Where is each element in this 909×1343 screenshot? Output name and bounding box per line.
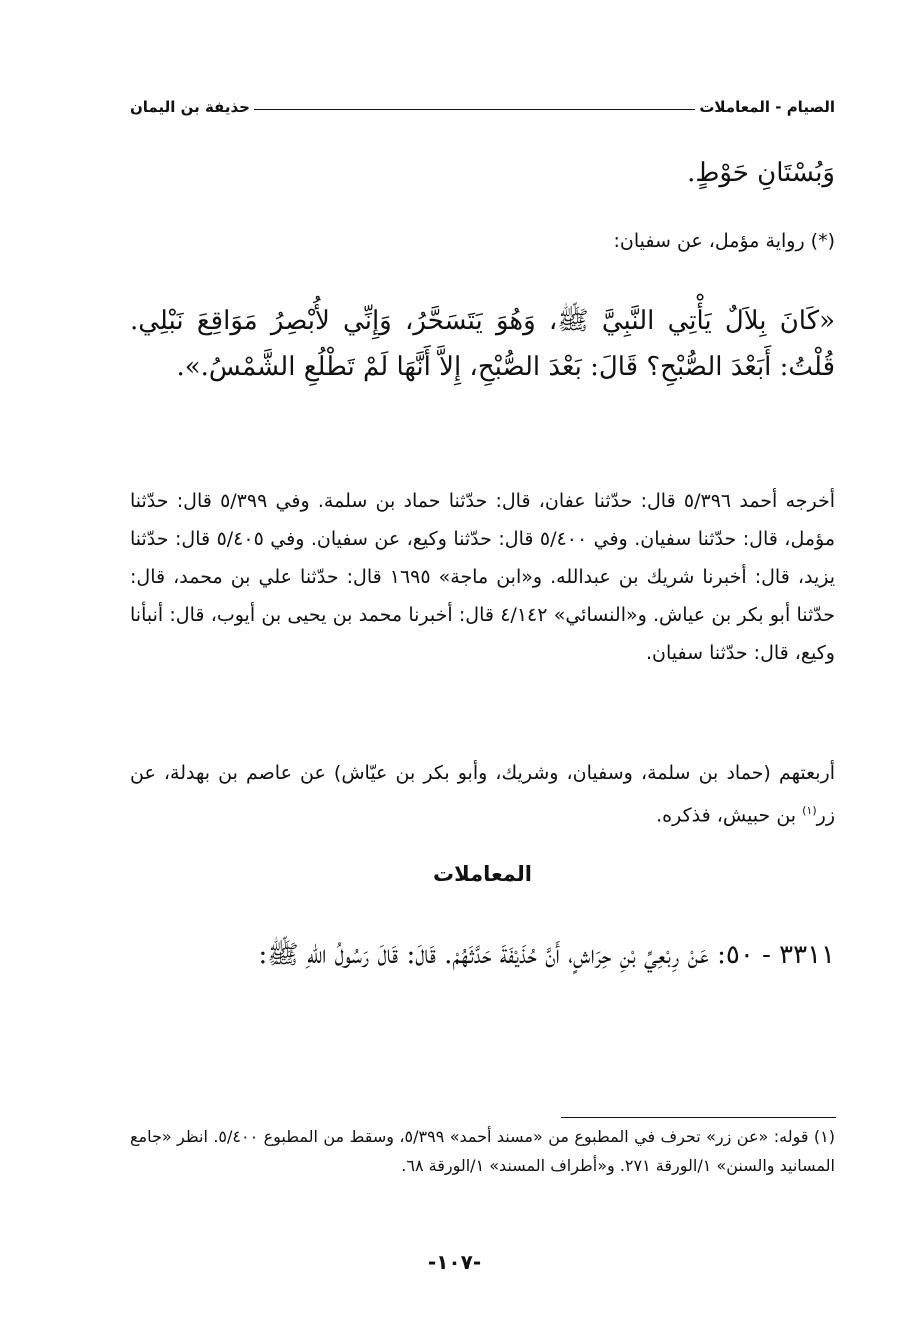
page-number: -١٠٧- (427, 1250, 482, 1274)
hadith-text: «كَانَ بِلاَلٌ يَأْتِي النَّبِيَّ ﷺ، وَهُوَ يَتَسَحَّرُ، وَإِنِّي لأُبْصِرُ مَوَاقِعَ نَبْلِي. قُلْتُ: أَبَعْدَ الصُّبْحِ؟ قَالَ: بَعْدَ الصُّبْحِ، إِلاَّ أَنَّهَا لَمْ تَطْلُعِ الشَّمْسُ.». (130, 306, 835, 382)
hadith-opening: ٣٣١١ - ٥٠: عَنْ رِبْعِيِّ بْنِ حِرَاشٍ، أَنَّ حُذَيْفَةَ حَدَّثَهُمْ. قَالَ: قَالَ رَسُولُ اللهِ ﷺ: (258, 940, 835, 970)
header-chapter-title: الصيام - المعاملات (699, 98, 835, 116)
footnote-reference: (١) (802, 804, 817, 817)
footnote-rule (561, 1117, 836, 1118)
footnote: (١) قوله: «عن زر» تحرف في المطبوع من «مسند أحمد» ٥/٣٩٩، وسقط من المطبوع ٥/٤٠٠. انظر «جامع المسانيد والسنن» ١/الورقة ٢٧١. و«أطراف المسند» ١/الورقة ٦٨. (130, 1127, 835, 1175)
chain-summary-paragraph (130, 754, 835, 834)
continuation-line: وَبُسْتَانِ حَوْطٍ. (687, 158, 835, 188)
section-heading: المعاملات (433, 862, 532, 886)
header-rule (254, 109, 695, 110)
narration-label: (*) رواية مؤمل، عن سفيان: (613, 230, 835, 252)
running-header (130, 90, 835, 116)
chain-summary-text-start: أربعتهم (حماد بن سلمة، وسفيان، وشريك، وأبو بكر بن عيّاش) عن عاصم بن بهدلة، عن زر (130, 762, 835, 827)
chain-summary-text-end: بن حبيش، فذكره. (656, 804, 803, 827)
takhrij-paragraph: أخرجه أحمد ٥/٣٩٦ قال: حدّثنا عفان، قال: حدّثنا حماد بن سلمة. وفي ٥/٣٩٩ قال: حدّثنا مؤمل، قال: حدّثنا سفيان. وفي ٥/٤٠٠ قال: حدّثنا وكيع، عن سفيان. وفي ٥/٤٠٥ قال: حدّثنا يزيد، قال: أخبرنا شريك بن عبدالله. و«ابن ماجة» ١٦٩٥ قال: حدّثنا علي بن محمد، قال: حدّثنا أبو بكر بن عياش. و«النسائي» ٤/١٤٢ قال: أخبرنا محمد بن يحيى بن أيوب، قال: أنبأنا وكيع، قال: حدّثنا سفيان. (130, 490, 836, 664)
header-section-title: حذيفة بن اليمان (130, 98, 250, 116)
